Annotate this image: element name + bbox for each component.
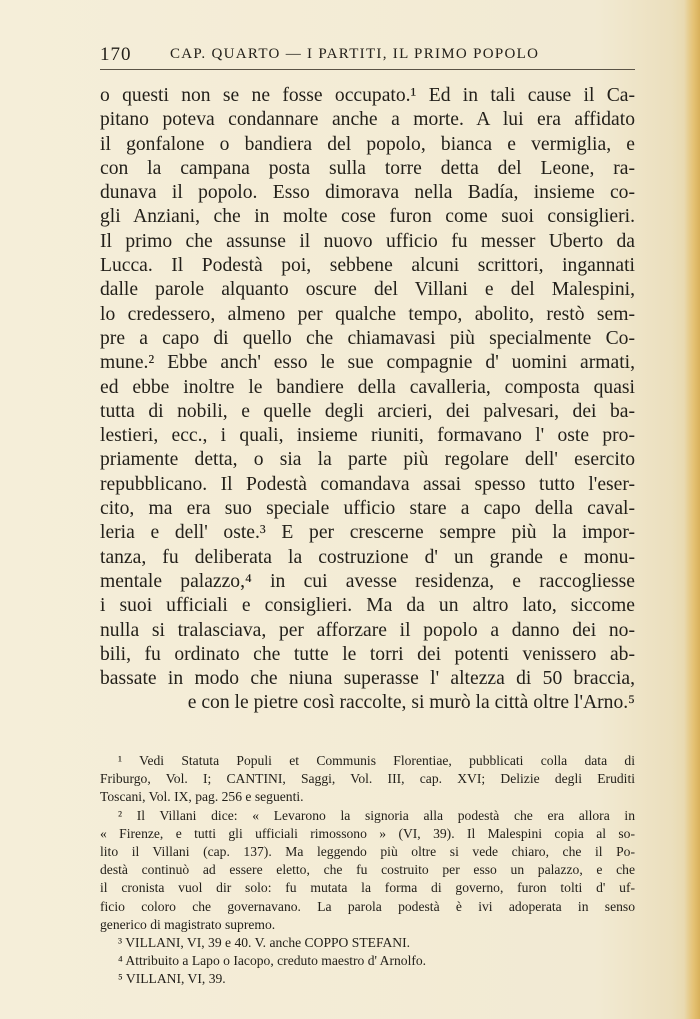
body-line: priamente detta, o sia la parte più regolare dell' esercito xyxy=(100,449,635,471)
body-line: e con le pietre così raccolte, si murò la città oltre l'Arno.⁵ xyxy=(187,692,635,714)
header-rule xyxy=(100,69,635,70)
footnote-line: generico di magistrato supremo. xyxy=(100,916,276,932)
body-line: tanza, fu deliberata la costruzione d' un grande e monu- xyxy=(100,546,635,568)
footnote-line: Friburgo, Vol. I; CANTINI, Saggi, Vol. III, cap. XVI; Delizie degli Eruditi xyxy=(100,771,635,787)
body-line: o questi non se ne fosse occupato.¹ Ed in tali cause il Ca- xyxy=(100,85,635,106)
footnote-line: ⁵ VILLANI, VI, 39. xyxy=(118,971,226,987)
page-edge-shadow xyxy=(684,0,700,1019)
body-line: repubblicano. Il Podestà comandava assai spesso tutto l'eser- xyxy=(100,473,635,495)
body-line: mune.² Ebbe anch' esso le sue compagnie d' uomini armati, xyxy=(100,352,635,374)
body-line: bassate in modo che niuna superasse l' altezza di 50 braccia, xyxy=(100,668,635,690)
body-line: pre a capo di quello che chiamavasi più specialmente Co- xyxy=(100,327,635,349)
body-line: con la campana posta sulla torre detta del Leone, ra- xyxy=(100,157,635,179)
body-line: lo credessero, almeno per qualche tempo, abolito, restò sem- xyxy=(100,303,635,325)
footnote-line: destà continuò ad essere eletto, che fu costruito per esso un palazzo, e che xyxy=(100,862,635,878)
body-line: il gonfalone o bandiera del popolo, bianca e vermiglia, e xyxy=(100,133,635,155)
page-number: 170 xyxy=(100,44,132,65)
footnote-line: « Firenze, e tutti gli ufficiali rimossono » (VI, 39). Il Malespini copia al so- xyxy=(100,825,635,841)
body-line: dunava il popolo. Esso dimorava nella Badía, insieme co- xyxy=(100,182,635,204)
body-text xyxy=(100,84,635,716)
body-line: nulla si tralasciava, per afforzare il popolo a danno dei no- xyxy=(100,619,635,641)
body-line: lestieri, ecc., i quali, insieme riuniti, formavano l' oste pro- xyxy=(100,425,635,447)
body-line: gli Anziani, che in molte cose furon come suoi consiglieri. xyxy=(100,206,635,228)
body-line: cito, ma era suo speciale ufficio stare a capo della caval- xyxy=(100,498,635,520)
footnote-line: ficio coloro che governavano. La parola podestà è ivi adoperata in senso xyxy=(100,898,635,914)
footnotes xyxy=(100,752,635,988)
body-line: dalle parole alquanto oscure del Villani e del Malespini, xyxy=(100,279,635,301)
body-line: Il primo che assunse il nuovo ufficio fu messer Uberto da xyxy=(100,230,635,252)
footnote-line: lito il Villani (cap. 137). Ma leggendo più oltre si vede chiaro, che il Po- xyxy=(100,843,635,859)
body-line: tutta di nobili, e quelle degli arcieri, dei palvesari, dei ba- xyxy=(100,400,635,422)
body-line: pitano poteva condannare anche a morte. A lui era affidato xyxy=(100,109,635,131)
footnote-line: ³ VILLANI, VI, 39 e 40. V. anche COPPO STEFANI. xyxy=(118,934,411,950)
body-line: Lucca. Il Podestà poi, sebbene alcuni scrittori, ingannati xyxy=(100,255,635,277)
body-line: ed ebbe inoltre le bandiere della cavalleria, composta quasi xyxy=(100,376,635,398)
footnote-line: ⁴ Attribuito a Lapo o Iacopo, creduto maestro d' Arnolfo. xyxy=(118,953,427,969)
running-head: CAP. QUARTO — I PARTITI, IL PRIMO POPOLO xyxy=(170,46,540,62)
body-line: leria e dell' oste.³ E per crescerne sempre più la impor- xyxy=(100,522,635,544)
footnote-line: Toscani, Vol. IX, pag. 256 e seguenti. xyxy=(100,789,304,805)
body-line: i suoi ufficiali e consiglieri. Ma da un altro lato, siccome xyxy=(100,595,635,617)
footnote-line: ² Il Villani dice: « Levarono la signoria alla podestà che era allora in xyxy=(118,807,635,823)
footnote-line: ¹ Vedi Statuta Populi et Communis Florentiae, pubblicati colla data di xyxy=(118,753,635,768)
body-line: mentale palazzo,⁴ in cui avesse residenza, e raccogliesse xyxy=(100,570,635,592)
footnote-line: il cronista vuol dir solo: fu mutata la forma di governo, furon tolti d' uf- xyxy=(100,880,635,896)
page-header xyxy=(100,40,640,70)
body-line: bili, fu ordinato che tutte le torri dei potenti venissero ab- xyxy=(100,643,635,665)
